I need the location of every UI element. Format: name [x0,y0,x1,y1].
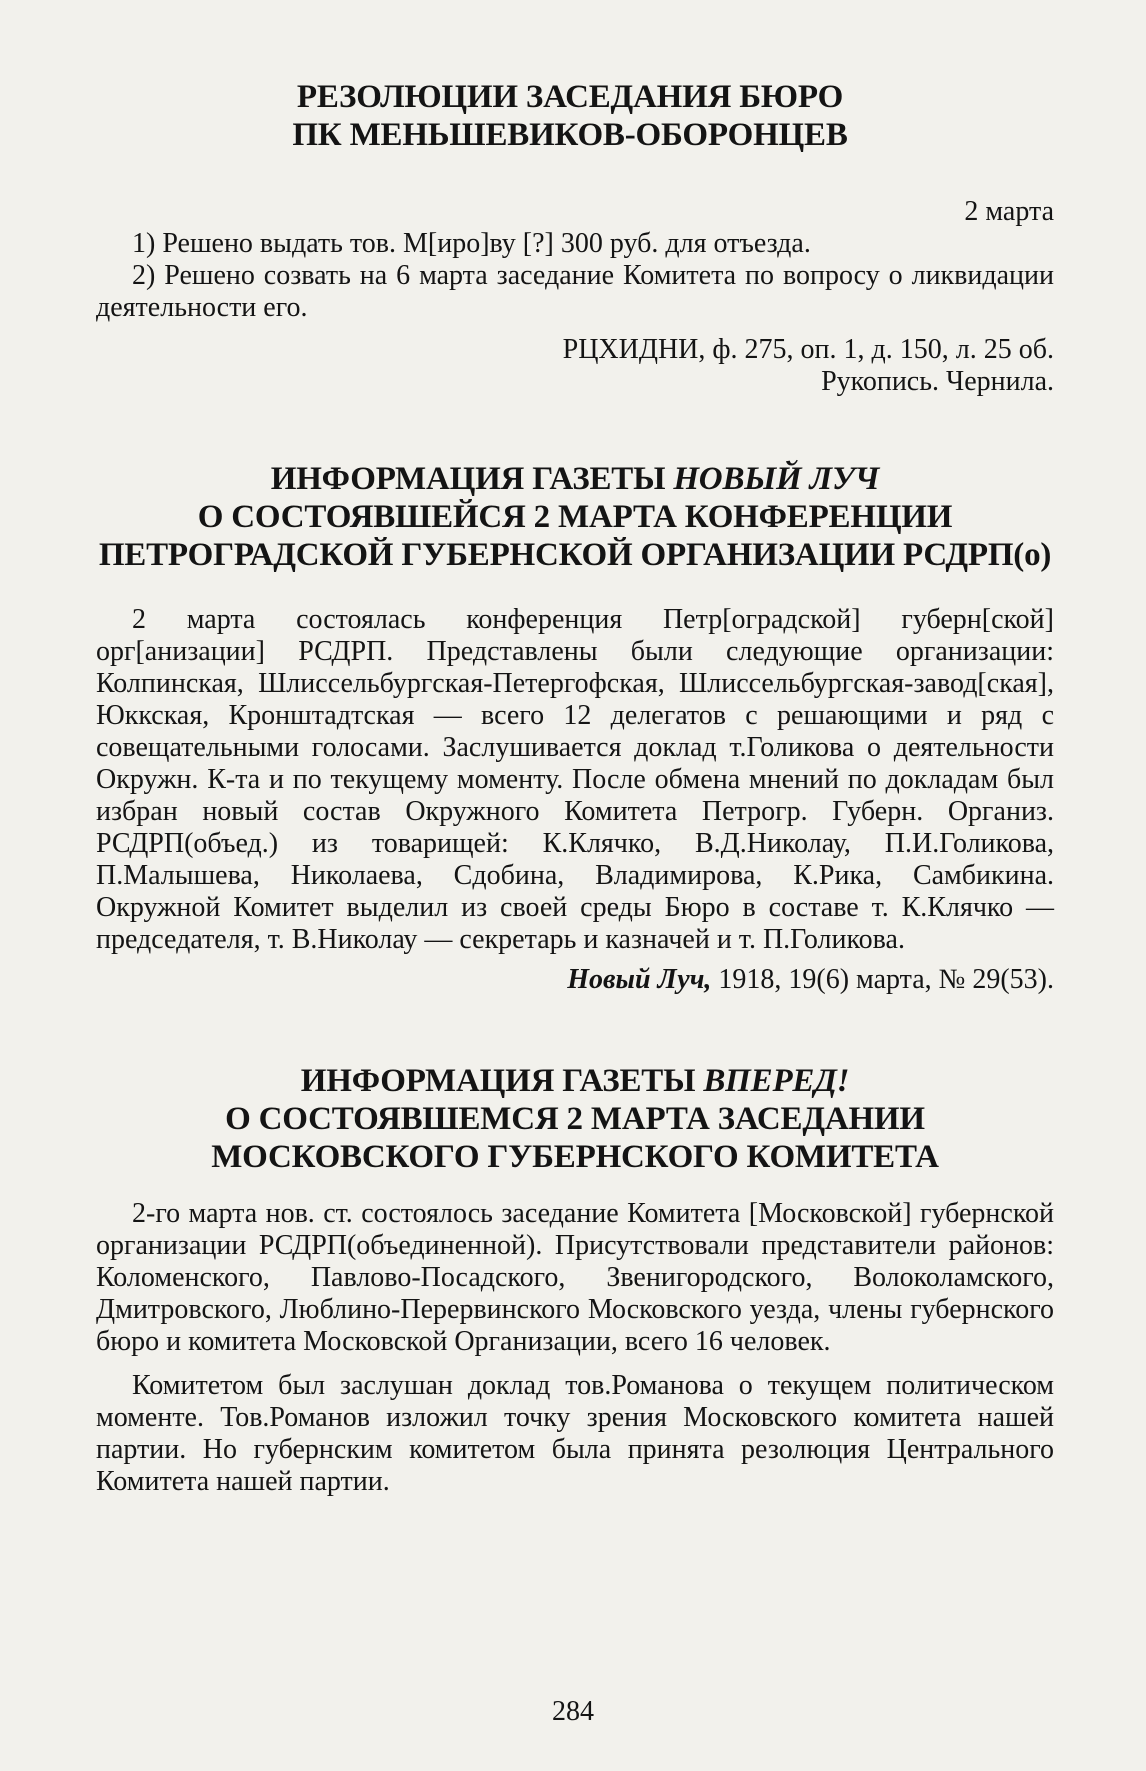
page-number: 284 [552,1696,594,1727]
section1-item-2: 2) Решено созвать на 6 марта заседание Комитета по вопросу о ликвидации деятельности его. [96,260,1054,323]
section3-title-line2: О СОСТОЯВШЕМСЯ 2 МАРТА ЗАСЕДАНИИ [225,1101,925,1137]
section3-title-line3: МОСКОВСКОГО ГУБЕРНСКОГО КОМИТЕТА [211,1139,939,1175]
section3-paragraph-1: 2-го марта нов. ст. состоялось заседание Комитета [Московской] губернской организации РСДРП(объединенной). Присутствовали представители районов: Коломенского, Павлово-Посадского, Звенигородского, Волоколамского, Дмитровского, Люблино-Перервинского Московского уезда, члены губернского бюро и комитета Московской Организации, всего 16 человек. [96,1198,1054,1357]
section2-body: 2 марта состоялась конференция Петр[оградской] губерн[ской] орг[анизации] РСДРП. Представлены были следующие организации: Колпинская, Шлиссельбургская-Петергофская, Шлиссельбургская-завод[ская], Юккская, Кронштадтская — всего 12 делегатов с решающими и ряд с совещательными голосами. Заслушивается доклад т.Голикова о деятельности Окружн. К-та и по текущему моменту. После обмена мнений по докладам был избран новый состав Окружного Комитета Петрогр. Губерн. Организ. РСДРП(объед.) из товарищей: К.Клячко, В.Д.Николау, П.И.Голикова, П.Малышева, Николаева, Сдобина, Владимирова, К.Рика, Самбикина. Окружной Комитет выделил из своей среды Бюро в составе т. К.Клячко — председателя, т. В.Николау — секретарь и казначей и т. П.Голикова. [96,604,1054,955]
section1-date: 2 марта [964,196,1054,227]
section3-title [96,1062,1054,1176]
section2-source-details: 1918, 19(6) марта, № 29(53). [711,964,1054,995]
section1-source: РЦХИДНИ, ф. 275, оп. 1, д. 150, л. 25 об. [562,334,1054,365]
section2-title-newspaper: НОВЫЙ ЛУЧ [673,461,880,497]
section2-title-line3: ПЕТРОГРАДСКОЙ ГУБЕРНСКОЙ ОРГАНИЗАЦИИ РСДРП(о) [98,537,1052,573]
section3-title-line1 [96,1062,1054,1100]
section1-title-line2: ПК МЕНЬШЕВИКОВ-ОБОРОНЦЕВ [292,117,848,153]
section2-title-line1 [96,460,1054,498]
section2-title-line2: О СОСТОЯВШЕЙСЯ 2 МАРТА КОНФЕРЕНЦИИ [197,499,953,535]
section3-paragraph-2: Комитетом был заслушан доклад тов.Романова о текущем политическом моменте. Тов.Романов изложил точку зрения Московского комитета нашей партии. Но губернским комитетом была принята резолюция Центрального Комитета нашей партии. [96,1370,1054,1497]
section1-source-note: Рукопись. Чернила. [821,366,1054,397]
section2-title-prefix: ИНФОРМАЦИЯ ГАЗЕТЫ [270,461,674,497]
section2-source-newspaper: Новый Луч, [567,964,712,995]
section1-title [86,78,1054,154]
section1-title-line1: РЕЗОЛЮЦИИ ЗАСЕДАНИЯ БЮРО [296,79,844,115]
section3-title-newspaper: ВПЕРЕД! [703,1063,850,1099]
section3-title-prefix: ИНФОРМАЦИЯ ГАЗЕТЫ [300,1063,704,1099]
section1-item-1: 1) Решено выдать тов. М[иро]ву [?] 300 руб. для отъезда. [132,228,811,259]
section2-title [96,460,1054,574]
section2-source [96,964,1054,996]
